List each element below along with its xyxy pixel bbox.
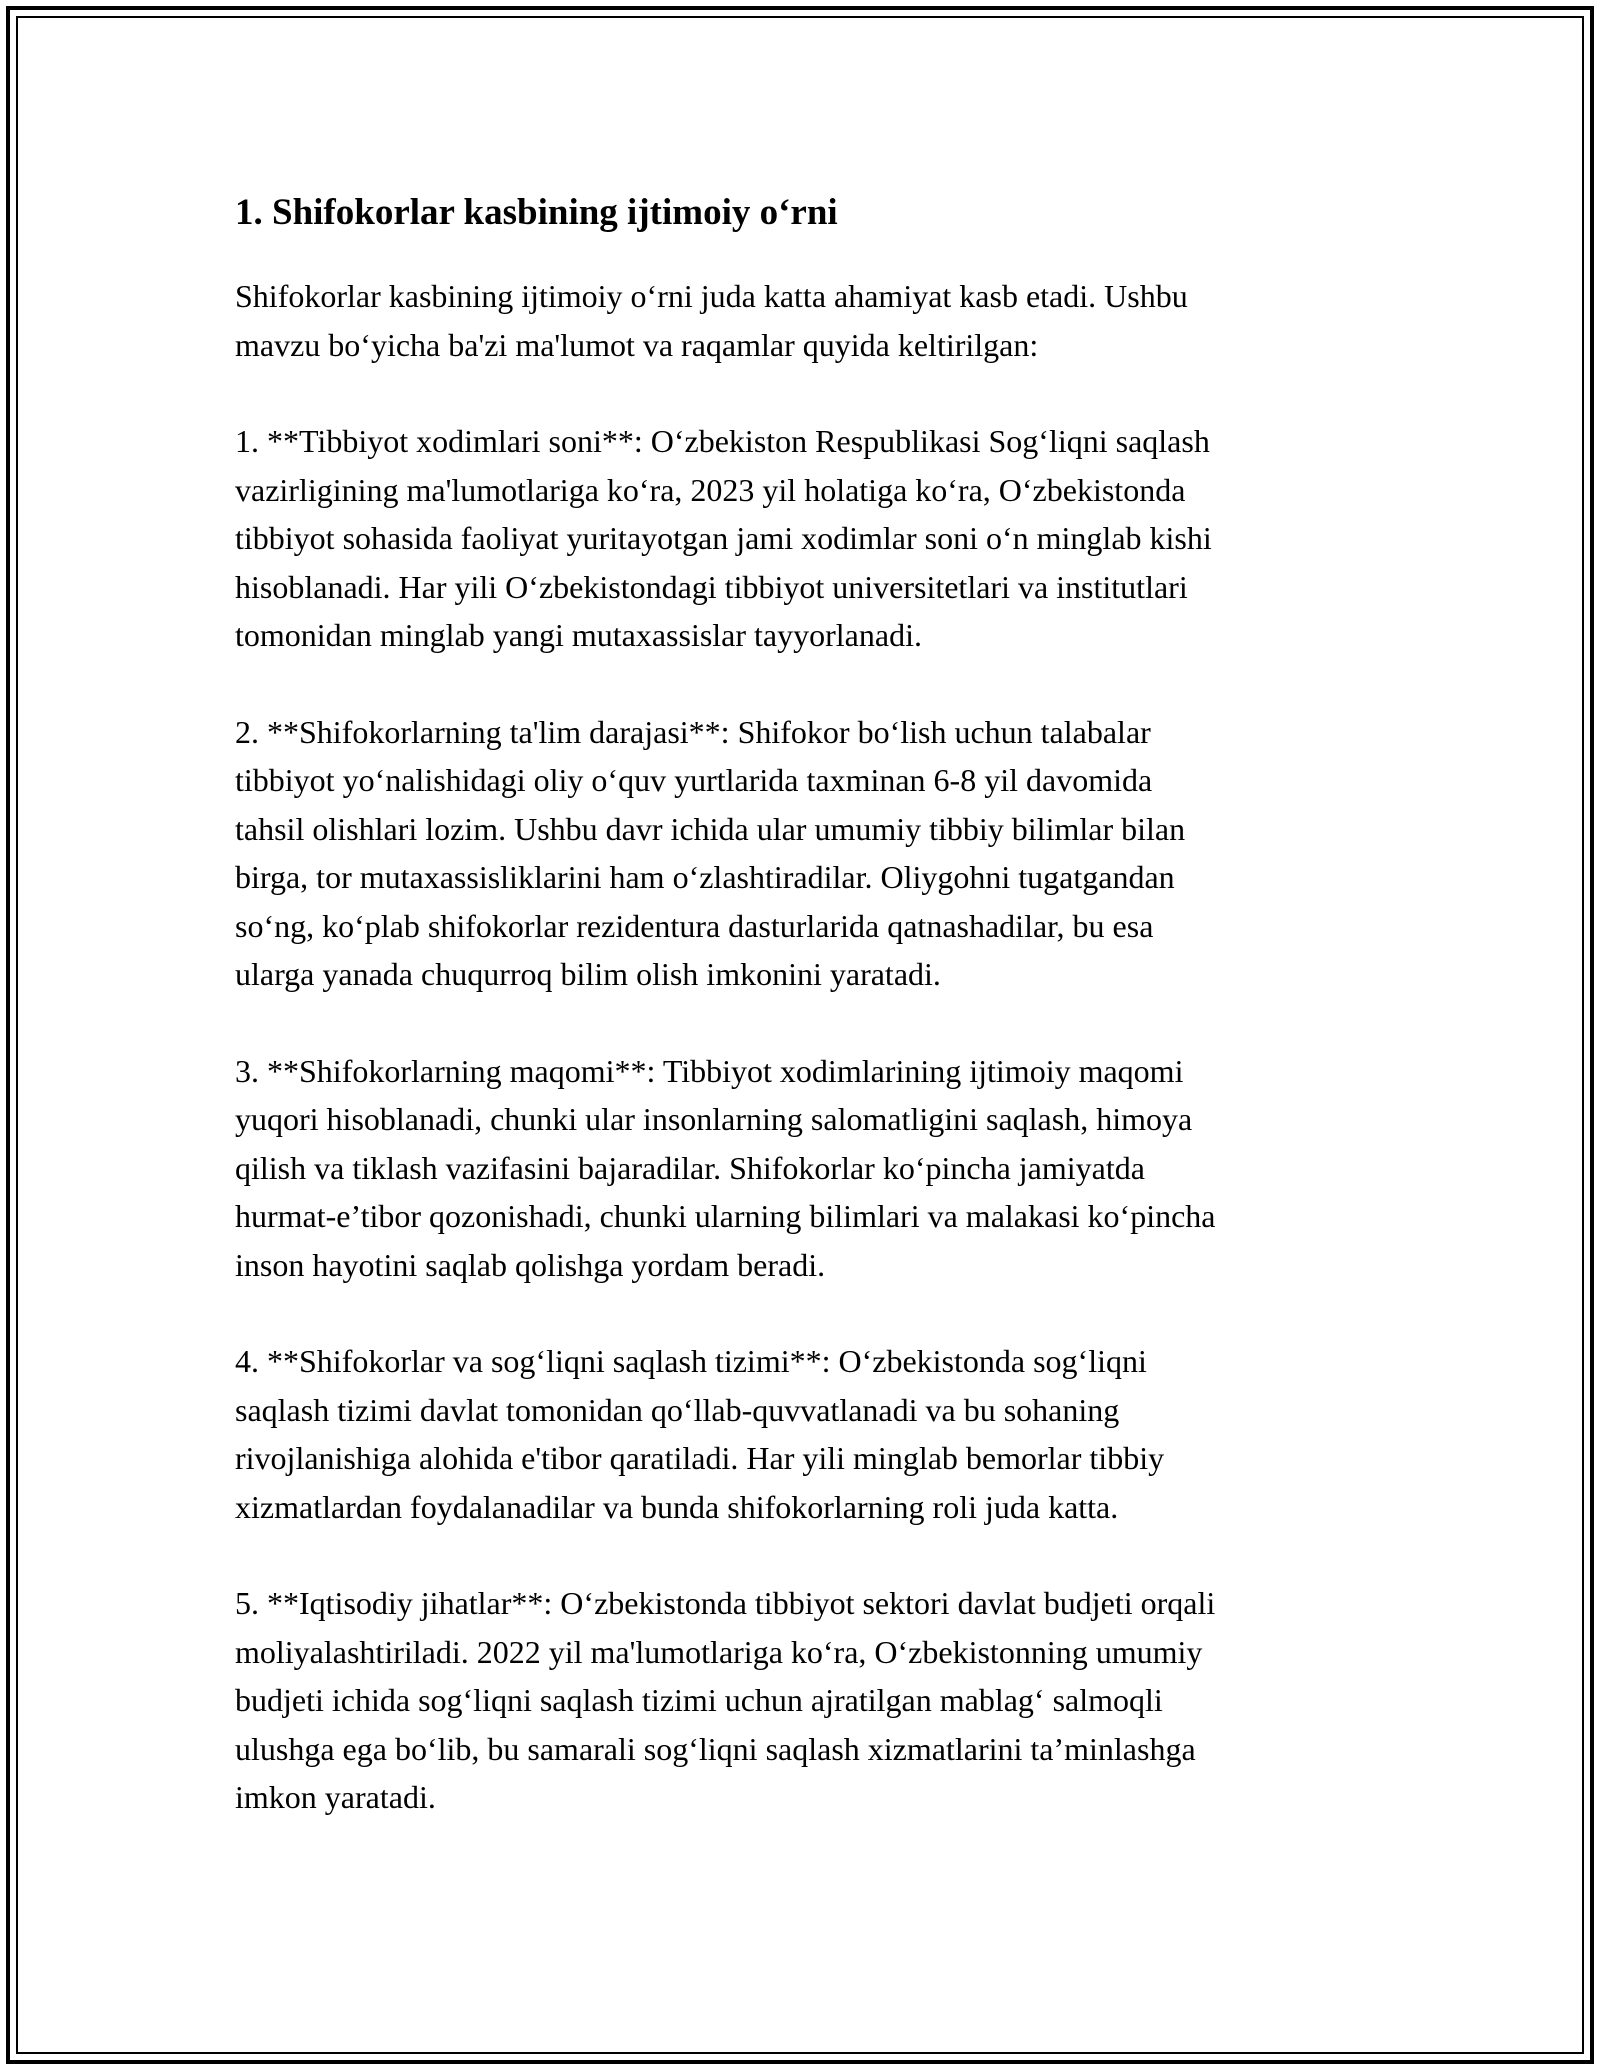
paragraph-education-level: 2. **Shifokorlarning ta'lim darajasi**: Shifokor bo‘lish uchun talabalar tibbiyot yo‘nalishidagi oliy o‘quv yurtlarida taxminan 6-8 yil davomida tahsil olishlari lozim. Ushbu davr ichida ular umumiy tibbiy bilimlar bilan birga, tor mutaxassisliklarini ham o‘zlashtiradilar. Oliygohni tugatgandan so‘ng, ko‘plab shifokorlar rezidentura dasturlarida qatnashadilar, bu esa ularga yanada chuqurroq bilim olish imkonini yaratadi.	[235, 713, 1186, 992]
paragraph-medical-staff-count: 1. **Tibbiyot xodimlari soni**: O‘zbekiston Respublikasi Sog‘liqni saqlash vazirligining ma'lumotlariga ko‘ra, 2023 yil holatiga ko‘ra, O‘zbekistonda tibbiyot sohasida faoliyat yuritayotgan jami xodimlar soni o‘n minglab kishi hisoblanadi. Har yili O‘zbekistondagi tibbiyot universitetlari va institutlari tomonidan minglab yangi mutaxassislar tayyorlanadi.	[235, 423, 1212, 653]
paragraph-doctor-status: 3. **Shifokorlarning maqomi**: Tibbiyot xodimlarining ijtimoiy maqomi yuqori hisoblanadi, chunki ular insonlarning salomatligini saqlash, himoya qilish va tiklash vazifasini bajaradilar. Shifokorlar ko‘pincha jamiyatda hurmat-e’tibor qozonishadi, chunki ularning bilimlari va malakasi ko‘pincha inson hayotini saqlab qolishga yordam beradi.	[235, 1052, 1216, 1283]
paragraph-economic-aspects: 5. **Iqtisodiy jihatlar**: O‘zbekistonda tibbiyot sektori davlat budjeti orqali moliyalashtiriladi. 2022 yil ma'lumotlariga ko‘ra, O‘zbekistonning umumiy budjeti ichida sog‘liqni saqlash tizimi uchun ajratilgan mablag‘ salmoqli ulushga ega bo‘lib, bu samarali sog‘liqni saqlash xizmatlarini ta’minlashga imkon yaratadi.	[235, 1585, 1216, 1815]
paragraph-healthcare-system: 4. **Shifokorlar va sog‘liqni saqlash tizimi**: O‘zbekistonda sog‘liqni saqlash tizimi davlat tomonidan qo‘llab-quvvatlanadi va bu sohaning rivojlanishiga alohida e'tibor qaratiladi. Har yili minglab bemorlar tibbiy xizmatlardan foydalanadilar va bunda shifokorlarning roli juda katta.	[235, 1343, 1165, 1525]
section-heading: 1. Shifokorlar kasbining ijtimoiy o‘rni	[235, 192, 838, 233]
intro-paragraph: Shifokorlar kasbining ijtimoiy o‘rni juda katta ahamiyat kasb etadi. Ushbu mavzu bo‘yicha ba'zi ma'lumot va raqamlar quyida keltirilgan:	[235, 278, 1188, 363]
document-body	[235, 186, 1375, 1870]
